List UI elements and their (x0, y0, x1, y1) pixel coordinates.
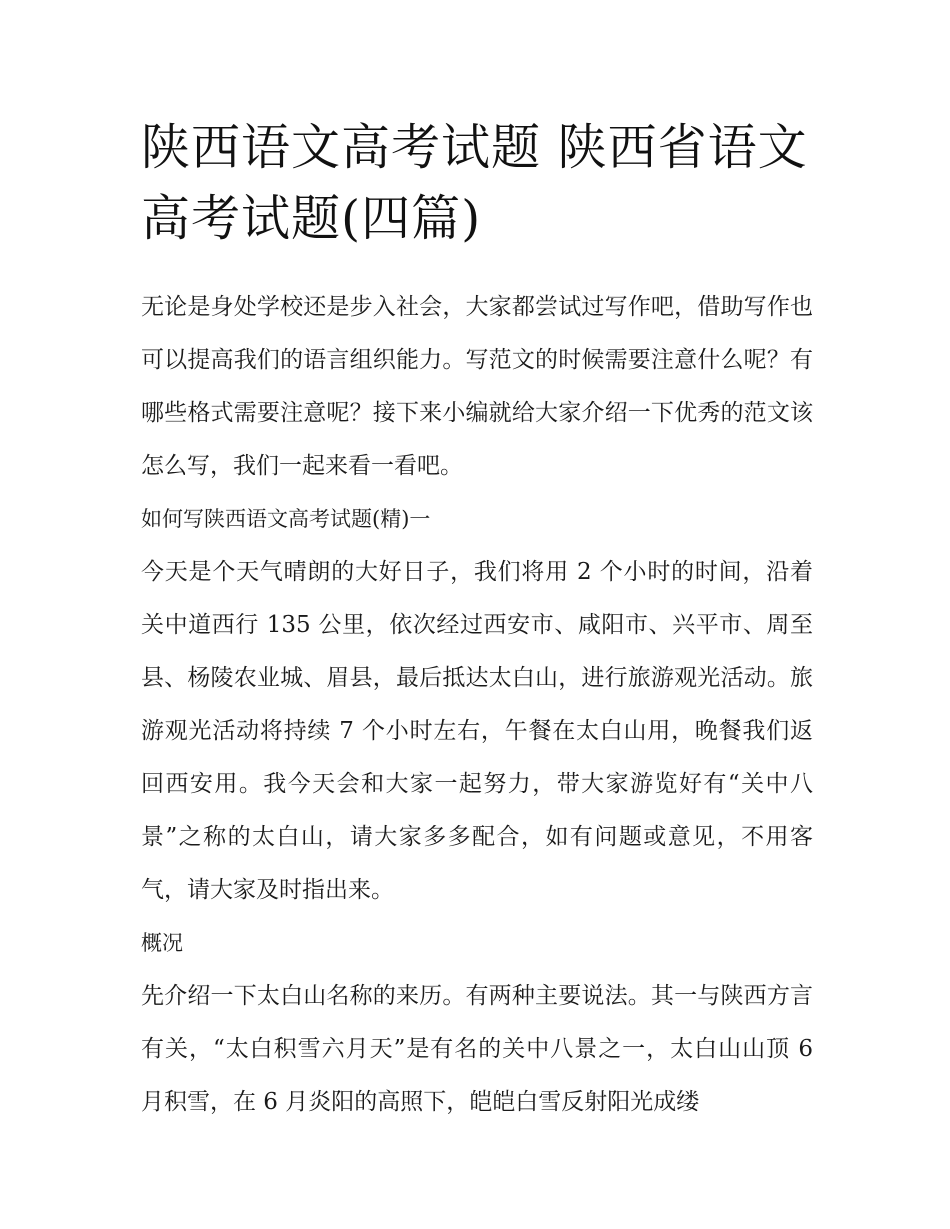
intro-paragraph: 无论是身处学校还是步入社会，大家都尝试过写作吧，借助写作也可以提高我们的语言组织能力。写范文的时候需要注意什么呢？有哪些格式需要注意呢？接下来小编就给大家介绍一下优秀的范文该怎么写，我们一起来看一看吧。 (141, 294, 813, 479)
body-paragraph: 今天是个天气晴朗的大好日子，我们将用 2 个小时的时间，沿着关中道西行 135 公里，依次经过西安市、咸阳市、兴平市、周至县、杨陵农业城、眉县，最后抵达太白山，进行旅游观光活动。旅游观光活动将持续 7 个小时左右，午餐在太白山用，晚餐我们返回西安用。我今天会和大家一起努力，带大家游览好有“关中八景”之称的太白山，请大家多多配合，如有问题或意见，不用客气，请大家及时指出来。 (141, 559, 813, 903)
subsection-heading: 概况 (141, 931, 183, 955)
section-heading: 如何写陕西语文高考试题(精)一 (141, 507, 431, 531)
document-body (141, 281, 813, 1129)
document-title: 陕西语文高考试题 陕西省语文高考试题(四篇) (141, 119, 808, 247)
body-paragraph: 先介绍一下太白山名称的来历。有两种主要说法。其一与陕西方言有关，“太白积雪六月天”是有名的关中八景之一，太白山山顶 6 月积雪，在 6 月炎阳的高照下，皑皑白雪反射阳光成缕 (141, 983, 813, 1115)
